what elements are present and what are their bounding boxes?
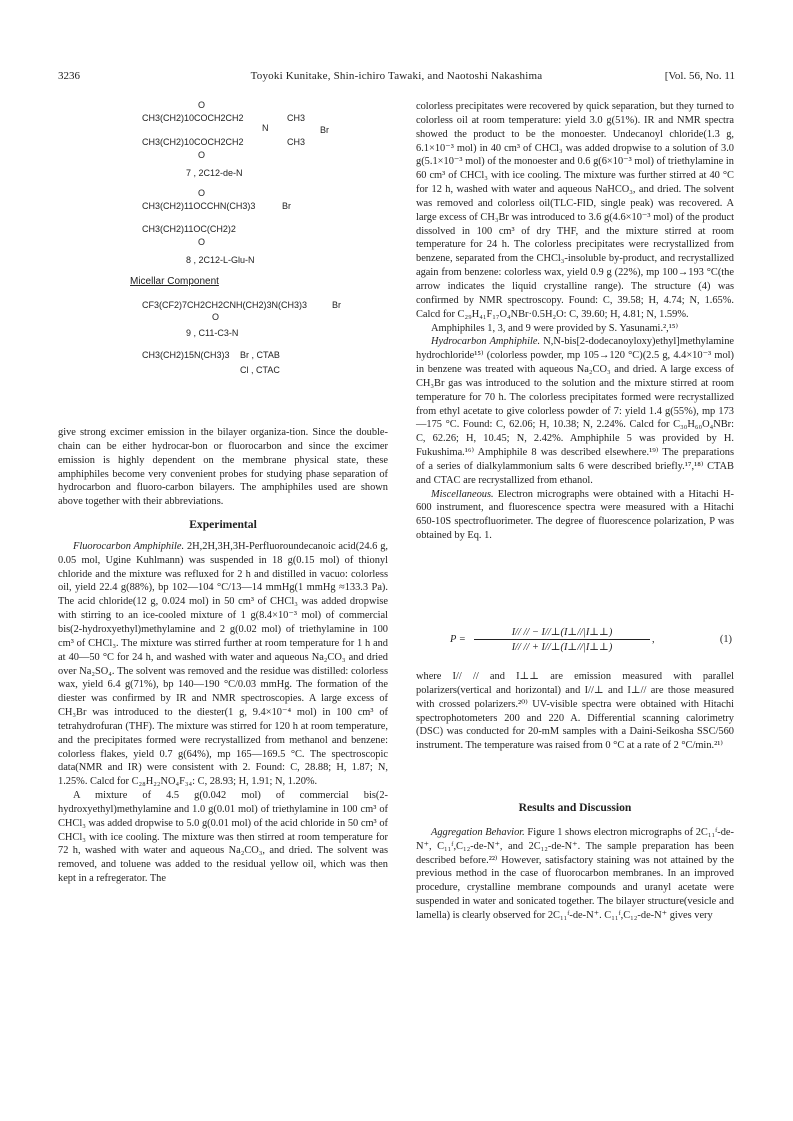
s4-chain: CH3(CH2)15N(CH3)3 [142, 350, 230, 360]
experimental-heading: Experimental [189, 518, 257, 532]
running-header [58, 70, 735, 86]
aggregation-text: Figure 1 shows electron micrographs of 2C₁₁ᶠ-de-N⁺, C₁₁ᶠ,C₁₂-de-N⁺, and 2C₁₂-de-N⁺. The sample preparation has been described before.²²⁾ However, satisfactory staining was not attained by the previous method in the case of fluorocarbon membranes. In an improved procedure, crystalline membrane compounds and uranyl acetate were suspended in water and sonicated together. The bilayer structure(vesicle and lamella) is clearly observed for 2C₁₁ᶠ-de-N⁺. C₁₁ᶠ,C₁₂-de-N⁺ gives very [416, 826, 734, 921]
misc-paragraph [416, 488, 734, 543]
s1-oxygen-bottom: O [198, 150, 206, 160]
ctac-label: Cl , CTAC [240, 365, 280, 375]
s1-methyl-a: CH3 [287, 113, 306, 123]
aggregation-lead: Aggregation Behavior. [431, 826, 525, 838]
polarizers-paragraph: where I// // and I⊥⊥ are emission measured with parallel polarizers(vertical and horizontal) and I//⊥ and I⊥// are those measured with crossed polarizers.²⁰⁾ UV-visible spectra were obtained with Hitachi spectrophotometers 200 and 220 A. Differential scanning calorimetry (DSC) was conducted for 20-mM samples with a Daini-Seikosha SSC/560 instrument. The temperature was raised from 0 °C at a rate of 2 °C/min.²¹⁾ [416, 671, 734, 752]
hydrocarbon-text: N,N-bis[2-dodecanoyloxy)ethyl]methylamine hydrochloride¹⁵⁾ (colorless powder, mp 105→120 °C)(2.5 g, 4.4×10⁻³ mol) in benzene was treated with aqueous Na₂CO₃ and dried. A large excess of CH₃Br gas was introduced to the solution and the mixture stirred at room temperature for 70 h. The colorless precipitates formed were recrystallized from ethyl acetate to give colorless powder of 7: yield 1.4 g(55%), mp 173—175 °C. Found: C, 62.06; H, 10.38; N, 2.24%. Calcd for C₃₀H₆₀O₄NBr: C, 62.26; H, 10.45; N, 2.42%. Amphiphile 5 was provided by H. Fukushima.¹⁶⁾ Amphiphile 8 was described elsewhere.¹⁹⁾ The preparations of a series of dialkylammonium salts 6 were described briefly.¹⁷,¹⁸⁾ CTAB and CTAC are recrystallized from ethanol. [416, 336, 734, 486]
s1-bromide: Br [320, 125, 329, 135]
right-column-top [416, 100, 734, 543]
page-number: 3236 [58, 70, 80, 82]
s2-chain-top: CH3(CH2)11OCCHN(CH3)3 [142, 201, 256, 211]
compound-8-label: 8 , 2C12-L-Glu-N [186, 255, 255, 265]
s3-chain: CF3(CF2)7CH2CH2CNH(CH2)3N(CH3)3 [142, 300, 308, 310]
s3-oxygen: O [212, 312, 220, 322]
s2-oxygen-bottom: O [198, 237, 206, 247]
equation-1 [416, 622, 734, 662]
left-column [58, 426, 388, 886]
s1-oxygen-top: O [198, 100, 206, 110]
eq-numerator: I// // − I//⊥(I⊥//|I⊥⊥) [474, 626, 650, 640]
aggregation-paragraph [416, 826, 734, 923]
s1-chain-bottom: CH3(CH2)10COCH2CH2 [142, 137, 244, 147]
ctab-label: Br , CTAB [240, 350, 280, 360]
authors-line: Toyoki Kunitake, Shin-ichiro Tawaki, and Naotoshi Nakashima [250, 70, 543, 82]
fluorocarbon-text: 2H,2H,3H,3H-Perfluoroundecanoic acid(24.6 g, 0.05 mol, Ugine Kuhlmann) was suspended in 18 g(0.15 mol) of thionyl chloride and the mixture was refluxed for 2 h and distilled in vacuo: colorless oil, yield 22.4 g(88%), bp 102—104 °C/13—14 mmHg(1 mmHg ≈133.3 Pa). The acid chloride(12 g, 0.024 mol) in 50 cm³ of CHCl₃ was added dropwise with stirring to an ice-cooled mixture of 1 g(8.4×10⁻³ mol) of commercial bis(2-hydroxyethyl)methylamine and 2 g(0.02 mol) of triethylamine in 100 cm³ of CHCl₃. The mixture was stirred further at room temperature for 1 h and at 40—50 °C for 24 h, and washed with water and aqueous Na₂CO₃ and dried over Na₂SO₄. The solvent was removed and the residue was distilled: colorless wax, yield 6.4 g(71%), bp 140—190 °C/0.03 mmHg. The formation of the diester was confirmed by IR and NMR spectroscopies. A large excess of CH₃Br was introduced to the diester(1 g, 9.4×10⁻⁴ mol) in 100 cm³ of tetrahydrofuran (THF). The mixture was stirred for 120 h at room temperature, and the precipitates formed were recrystallized from methanol and benzene: colorless flakes, yield 0.7 g(64%), mp 165—169.5 °C. The spectroscopic data(NMR and IR) were consistent with 2. Found: C, 28.88; H, 1.87; N, 1.25%. Calcd for C₂₈H₂₂NO₄F₃₄: C, 28.93; H, 1.91; N, 1.20%. [58, 540, 389, 788]
micellar-heading: Micellar Component [130, 276, 219, 287]
fluorocarbon-lead: Fluorocarbon Amphiphile. [73, 540, 185, 552]
eq-denominator: I// // + I//⊥(I⊥//|I⊥⊥) [511, 642, 613, 653]
right-column-bottom [416, 670, 734, 923]
hydrocarbon-paragraph [416, 335, 734, 487]
s3-bromide: Br [332, 300, 341, 310]
compound-7-label: 7 , 2C12-de-N [186, 168, 243, 178]
volume-label: [Vol. 56, No. 11 [664, 70, 735, 82]
results-heading: Results and Discussion [518, 801, 632, 815]
misc-lead: Miscellaneous. [431, 488, 494, 500]
eq-number: (1) [719, 634, 732, 645]
intro-paragraph: give strong excimer emission in the bilayer organiza-tion. Since the double-chain can be either hydrocar-bon or fluorocarbon and since the excimer emission is highly dependent on the membrane physical state, these amphiphiles become very convenient probes for studying phase separation of hydrocarbon and fluoro-carbon bilayers. The amphiphiles used are shown above together with their abbreviations. [58, 427, 388, 508]
misc-text: Electron micrographs were obtained with a Hitachi H-600 instrument, and fluorescence spectra were measured with a Hitachi 650-10S spectrofluorimeter. The degree of fluorescence polarization, P was obtained by Eq. 1. [416, 488, 734, 542]
eq-lhs: P = [450, 634, 466, 645]
s2-oxygen-top: O [198, 188, 206, 198]
structures-figure [130, 100, 382, 400]
eq-fraction [474, 626, 650, 653]
eq-comma: , [652, 634, 655, 645]
monoester-paragraph: colorless precipitates were recovered by quick separation, but they turned to colorless oil at room temperature: yield 3.0 g(51%). IR and NMR spectra showed the product to be the monoester. Undecanoyl chloride(1.3 g, 6.1×10⁻³ mol) in 40 cm³ of CHCl₃ was added dropwise to a solution of 3.0 g(5.1×10⁻³ mol) of the monoester and 0.6 g(6×10⁻³ mol) of triethylamine in 60 cm³ of CHCl₃ with ice cooling. The mixture was further stirred at 40 °C for 12 h, washed with water and aqueous NaHCO₃, and dried. The solvent was removed and colorless oil(TLC-FID, single peak) was recovered. A large excess of CH₃Br was introduced to 3.6 g(4.6×10⁻³ mol) of the product dissolved in 100 cm³ of dry THF, and the mixture stirred at room temperature for 24 h. The colorless precipitates were recrystallized from benzene, separated from the CHCl₃-insoluble by-product, and recrystallized again from benzene: colorless wax, yield 0.9 g (22%), mp 100→193 °C(the arrow indicates the liquid crystalline range). The structure (4) was confirmed by NMR spectroscopy. Found: C, 39.58; H, 4.74; N, 1.65%. Calcd for C₂₉H₄₁F₁₇O₄NBr·0.5H₂O: C, 39.60; H, 4.81; N, 1.59%. [416, 101, 734, 320]
amphiphiles-paragraph: Amphiphiles 1, 3, and 9 were provided by S. Yasunami.²,¹⁵⁾ [431, 322, 679, 334]
s1-nitrogen: N [262, 123, 269, 133]
s1-methyl-b: CH3 [287, 137, 306, 147]
s1-chain-top: CH3(CH2)10COCH2CH2 [142, 113, 244, 123]
fluorocarbon-paragraph [58, 540, 388, 789]
mixture-paragraph: A mixture of 4.5 g(0.042 mol) of commercial bis(2-hydroxyethyl)methylamine and 1.0 g(0.01 mol) of triethylamine in 100 cm³ of CHCl₃ was added dropwise to 5.0 g(0.01 mol) of the acid chloride in 50 cm³ of CHCl₃ with ice cooling. The mixture was then stirred at room temperature for 72 h, washed with water and aqueous Na₂CO₃, and dried. The solvent was removed, and toluene was added to the residual yellow oil, which was then kept in a refregerator. The [58, 790, 388, 885]
hydrocarbon-lead: Hydrocarbon Amphiphile. [431, 336, 541, 348]
compound-9-label: 9 , C11-C3-N [186, 328, 239, 338]
s2-chain-bottom: CH3(CH2)11OC(CH2)2 [142, 224, 236, 234]
s2-bromide: Br [282, 201, 291, 211]
